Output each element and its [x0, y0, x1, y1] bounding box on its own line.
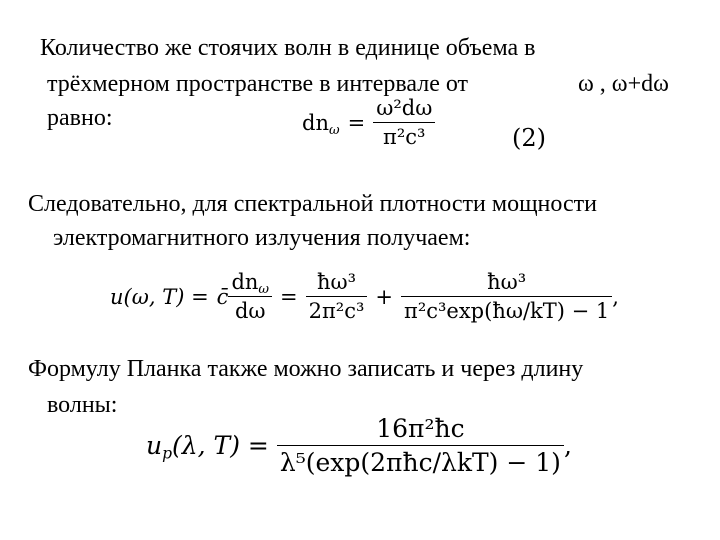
formula-2-fraction-derivative [228, 270, 272, 323]
formula-2-fraction-3 [401, 270, 612, 323]
paragraph-1-line-2-text: трёхмерном пространстве в интервале от [47, 71, 469, 97]
formula-2-fraction-2-numerator: ħω³ [316, 270, 357, 294]
paragraph-3-line-1 [28, 355, 583, 383]
paragraph-3-line-1-text: Формулу Планка также можно записать и через длину [28, 356, 584, 382]
formula-2-fraction-3-numerator: ħω³ [487, 270, 527, 294]
paragraph-3-line-2-text: волны: [47, 392, 118, 418]
paragraph-1-line-3 [47, 104, 113, 132]
fraction-bar [306, 296, 368, 297]
formula-2-comma: , [612, 284, 619, 309]
formula-2-fraction-3-denominator: π²c³exp(ħω/kT) − 1 [404, 299, 610, 323]
formula-2-plus: + [375, 284, 394, 309]
formula-2-fraction-1-numerator: $dn_\omega$ [231, 270, 270, 297]
formula-2-equals: = [280, 284, 298, 309]
formula-mode-density [302, 96, 435, 149]
formula-3-denominator: λ⁵(exp(2πħc/λkT) − 1) [279, 448, 561, 477]
formula-3-comma: , [563, 431, 572, 460]
formula-2-fraction-1-denominator: dω [234, 299, 266, 323]
formula-1-lhs: $dn_\omega$ [302, 110, 340, 138]
paragraph-1-line-1 [40, 34, 535, 62]
formula-spectral-density [110, 270, 619, 323]
formula-1-tag: (2) [512, 124, 546, 152]
formula-2-fraction-2-denominator: 2π²c³ [308, 299, 365, 323]
formula-3-numerator: 16π²ħc [376, 414, 465, 443]
formula-3-fraction [277, 414, 564, 477]
formula-1-denominator: π²c³ [383, 125, 426, 149]
paragraph-3-line-2 [47, 391, 117, 419]
formula-2-lhs: u(ω, T) = [110, 284, 209, 309]
fraction-bar [228, 296, 272, 297]
fraction-bar [373, 122, 435, 123]
fraction-bar [277, 445, 564, 446]
formula-planck-wavelength [146, 414, 572, 477]
paragraph-2-line-1-text: Следовательно, для спектральной плотности мощности [28, 191, 597, 217]
omega-interval-text: ω , ω+dω [578, 71, 669, 97]
paragraph-2-line-1 [28, 190, 597, 218]
paragraph-1-line-3-text: равно: [47, 105, 113, 131]
paragraph-2-line-2 [53, 224, 470, 252]
formula-1-fraction [373, 96, 435, 149]
formula-3-lhs: $u_p(\lambda$, T) = [146, 431, 269, 463]
paragraph-1-omega-interval [578, 70, 669, 98]
paragraph-2-line-2-text: электромагнитного излучения получаем: [53, 225, 471, 251]
formula-1-numerator: ω²dω [376, 96, 433, 120]
formula-1-equals: = [347, 110, 366, 135]
fraction-bar [401, 296, 612, 297]
paragraph-1-line-1-text: Количество же стоячих волн в единице объема в [40, 35, 536, 61]
paragraph-1-line-2 [47, 70, 468, 98]
formula-2-cbar: c̄ [216, 284, 229, 309]
formula-2-fraction-2 [306, 270, 368, 323]
